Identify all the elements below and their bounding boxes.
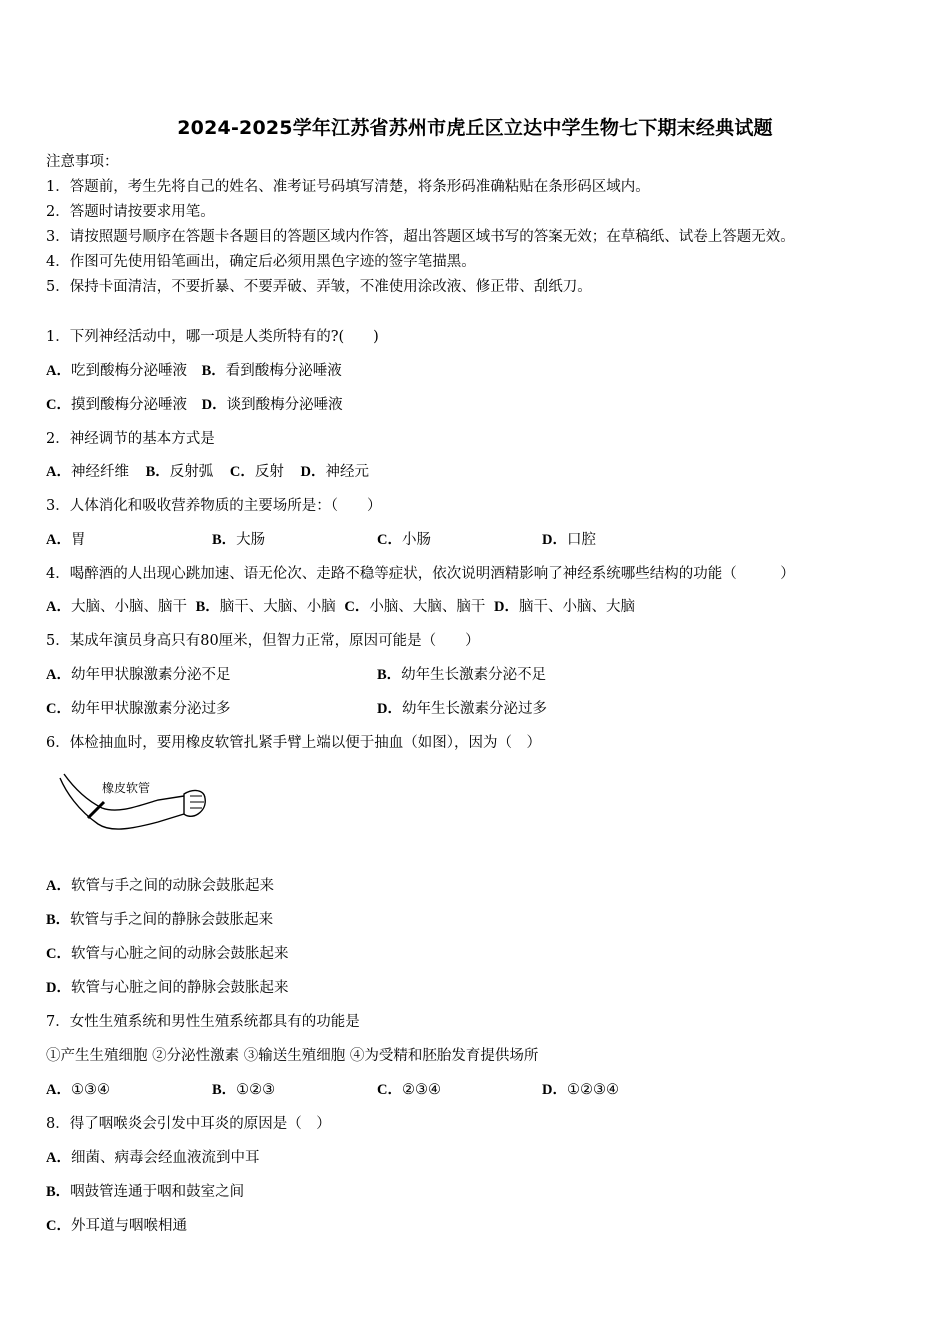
q3-option-d: D．口腔: [542, 532, 596, 548]
figure-label: 橡皮软管: [102, 781, 151, 795]
q4-option-a: A．大脑、小脑、脑干: [46, 599, 187, 615]
notice-item-3: 3．请按照题号顺序在答题卡各题目的答题区域内作答，超出答题区域书写的答案无效；在草稿纸、试卷上答题无效。: [46, 229, 795, 245]
q8-option-a: A．细菌、病毒会经血液流到中耳: [46, 1150, 260, 1166]
q7-stem: 7．女性生殖系统和男性生殖系统都具有的功能是: [46, 1014, 360, 1030]
q5-option-a: A．幼年甲状腺激素分泌不足: [46, 667, 231, 683]
q4-option-d: D．脑干、小脑、大脑: [493, 599, 635, 615]
q5-option-b: B．幼年生长激素分泌不足: [377, 667, 547, 683]
notice-item-4: 4．作图可先使用铅笔画出，确定后必须用黑色字迹的签字笔描黑。: [46, 254, 476, 270]
arm-tourniquet-figure: [58, 770, 208, 840]
q3-option-b: B．大肠: [212, 532, 266, 548]
q4-stem: 4．喝醉酒的人出现心跳加速、语无伦次、走路不稳等症状，依次说明酒精影响了神经系统哪些结构的功能（ ）: [46, 566, 795, 582]
q2-stem: 2．神经调节的基本方式是: [46, 431, 215, 447]
q7-option-a: A．①③④: [46, 1082, 110, 1098]
q7-option-b: B．①②③: [212, 1082, 276, 1098]
q1-stem: 1．下列神经活动中，哪一项是人类所特有的?( ): [46, 329, 379, 345]
q5-stem: 5．某成年演员身高只有80厘米，但智力正常，原因可能是（ ）: [46, 633, 480, 649]
q6-option-d: D．软管与心脏之间的静脉会鼓胀起来: [46, 980, 289, 996]
q7-option-c: C．②③④: [377, 1082, 441, 1098]
q4-option-b: B．脑干、大脑、小脑: [195, 599, 336, 615]
q6-option-b: B．软管与手之间的静脉会鼓胀起来: [46, 912, 274, 928]
q6-option-c: C．软管与心脏之间的动脉会鼓胀起来: [46, 946, 289, 962]
page-title: 2024-2025学年江苏省苏州市虎丘区立达中学生物七下期末经典试题: [177, 117, 773, 139]
notice-item-5: 5．保持卡面清洁，不要折暴、不要弄破、弄皱，不准使用涂改液、修正带、刮纸刀。: [46, 279, 592, 295]
q8-stem: 8．得了咽喉炎会引发中耳炎的原因是（ ）: [46, 1116, 331, 1132]
q4-option-c: C．小脑、大脑、脑干: [344, 599, 486, 615]
q2-option-d: D．神经元: [300, 464, 369, 480]
q2-option-a: A．神经纤维: [46, 464, 129, 480]
q5-option-c: C．幼年甲状腺激素分泌过多: [46, 701, 231, 717]
q2-options: [46, 462, 369, 482]
q4-options: [46, 597, 635, 617]
q7-sub: ①产生生殖细胞 ②分泌性激素 ③输送生殖细胞 ④为受精和胚胎发育提供场所: [46, 1048, 539, 1064]
q6-stem: 6．体检抽血时，要用橡皮软管扎紧手臂上端以便于抽血（如图），因为（ ）: [46, 735, 541, 751]
q1-option-a: A．吃到酸梅分泌唾液: [46, 363, 187, 379]
q3-stem: 3．人体消化和吸收营养物质的主要场所是：（ ）: [46, 498, 382, 514]
notice-item-2: 2．答题时请按要求用笔。: [46, 204, 215, 220]
q3-option-c: C．小肠: [377, 532, 431, 548]
notice-heading: 注意事项：: [46, 154, 119, 170]
q6-option-a: A．软管与手之间的动脉会鼓胀起来: [46, 878, 274, 894]
q1-option-d: D．谈到酸梅分泌唾液: [201, 397, 343, 413]
q8-option-b: B．咽鼓管连通于咽和鼓室之间: [46, 1184, 245, 1200]
q2-option-b: B．反射弧: [145, 464, 214, 480]
q1-options-row2: [46, 395, 343, 415]
q1-option-b: B．看到酸梅分泌唾液: [201, 363, 342, 379]
notice-item-1: 1．答题前，考生先将自己的姓名、准考证号码填写清楚，将条形码准确粘贴在条形码区域内。: [46, 179, 650, 195]
q2-option-c: C．反射: [229, 464, 284, 480]
q1-options-row1: [46, 361, 342, 381]
q8-option-c: C．外耳道与咽喉相通: [46, 1218, 187, 1234]
q7-option-d: D．①②③④: [542, 1082, 619, 1098]
q3-option-a: A．胃: [46, 532, 86, 548]
q5-option-d: D．幼年生长激素分泌过多: [377, 701, 547, 717]
q1-option-c: C．摸到酸梅分泌唾液: [46, 397, 187, 413]
